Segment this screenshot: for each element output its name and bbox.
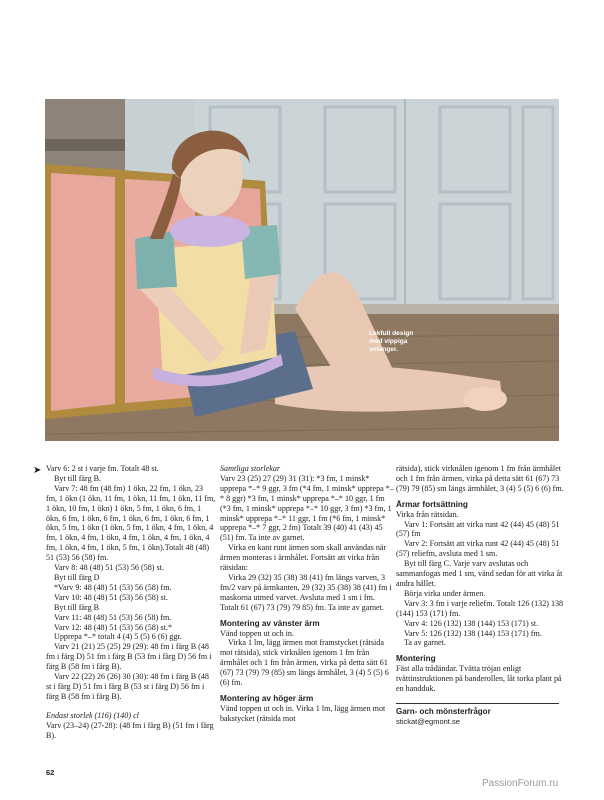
girl-sitting-photo xyxy=(45,99,559,441)
contact-email[interactable]: stickat@egmont.se xyxy=(396,716,460,726)
paragraph: Byt till färg B xyxy=(54,602,100,612)
yarn-questions-heading: Garn- och mönsterfrågor xyxy=(396,706,491,716)
paragraph: Varv 11: 48 (48) 51 (53) 56 (58) fm. xyxy=(54,612,172,622)
paragraph: Varv 23 (25) 27 (29) 31 (31): *3 fm, 1 minsk* upprepa *–* 9 ggr, 3 fm (*4 fm, 1 minsk* upprepa *–* 8 ggr) *3 fm, 1 minsk* upprepa *–* 10 ggr, 1 fm (*3 fm, 1 minsk* upprepa *–* 10 ggr, 3 fm) *3 fm, 1 minsk* upprepa *–* 11 ggr, 1 fm (*6 fm, 1 minsk* upprepa *–* 7 ggr, 2 fm) Totalt 39 (40) 41 (43) 45 (51) fm. Ta inte av garnet. xyxy=(220,473,394,543)
paragraph: Fäst alla trådändar. Tvätta tröjan enligt tvättinstruktionen på banderollen, låt torka plant på en handduk. xyxy=(396,664,562,694)
paragraph: Börja virka under ärmen. xyxy=(404,588,486,598)
section-heading: Ärmar fortsättning xyxy=(396,499,468,509)
section-heading: Montering xyxy=(396,654,436,664)
hero-photo xyxy=(45,99,559,441)
paragraph: Varv 6: 2 st i varje fm. Totalt 48 st. xyxy=(46,464,159,473)
paragraph: rätsida), stick virknålen igenom 1 fm från ärmhålet och 1 fm från ärmen, virka på detta sätt 61 (67) 73 (79) 79 (85) sm längs ärmhålet, 3 (4) 5 (5) 6 (6) fm. xyxy=(396,464,564,493)
paragraph: Endast storlek (116) (140) cl xyxy=(46,710,139,720)
paragraph: Virka en kant runt ärmen som skall användas när ärmen monteras i ärmhålet. Fortsätt att virka från rätsidan: xyxy=(220,543,387,573)
paragraph: Varv 7: 48 fm (48 fm) 1 ökn, 22 fm, 1 ökn, 23 fm, 1 ökn (1 ökn, 11 fm, 1 ökn, 11 fm, 1 ökn, 11 fm, 1 ökn, 10 fm, 1 ökn) 1 ökn, 5 fm, 1 ökn, 6 fm, 1 ökn, 6 fm, 1 ökn, 6 fm, 1 ökn, 6 fm, 1 ökn, 6 fm, 1 ökn, 5 fm, 1 ökn (1 ökn, 5 fm, 1 ökn, 4 fm, 1 ökn, 4 fm, 1 ökn, 4 fm, 1 ökn, 4 fm, 1 ökn, 4 fm, 1 ökn, 4 fm, 1 ökn, 4 fm, 1 ökn, 5 fm, 1 ökn).Totalt 48 (48) 51 (53) 56 (58) fm. xyxy=(46,483,216,563)
paragraph: Byt till färg B. xyxy=(54,473,102,483)
caption-line: med vippiga xyxy=(369,338,408,345)
paragraph: Varv 3: 3 fm i varje reliefm. Totalt 126 (132) 138 (144) 153 (171) fm. xyxy=(396,598,564,618)
start-arrow-icon: ➤ xyxy=(33,465,42,476)
paragraph: Vänd toppen ut och in. Virka 1 lm, lägg ärmen mot bakstycket (rätsida mot xyxy=(220,703,386,723)
paragraph: Varv 8: 48 (48) 51 (53) 56 (58) st. xyxy=(54,563,164,573)
watermark: PassionForum.ru xyxy=(482,778,559,789)
paragraph: Upprepa *–* totalt 4 (4) 5 (5) 6 (6) ggr. xyxy=(54,632,182,642)
caption-line: Lekfull design xyxy=(369,330,414,337)
paragraph: Varv 4: 126 (132) 138 (144) 153 (171) st. xyxy=(404,618,539,628)
paragraph: Varv 1: Fortsätt att virka runt 42 (44) 45 (48) 51 (57) fm xyxy=(396,519,560,539)
paragraph: Varv 5: 126 (132) 138 (144) 153 (171) fm. xyxy=(404,628,542,638)
paragraph: Byt till färg C. Varje varv avslutas och sammanfogas med 1 sm, vänd sedan för att virka åt andra hållet. xyxy=(396,559,563,588)
photo-caption xyxy=(369,330,449,354)
paragraph: Virka från rätsidan. xyxy=(396,509,459,519)
section-heading: Montering av höger ärm xyxy=(220,693,314,703)
paragraph: Virka 29 (32) 35 (38) 38 (41) fm längs varven, 3 fm/2 varv på ärmkanten, 29 (32) 35 (38) 38 (41) fm i maskorna utmed varvet. Avsluta med 1 sm i fm. Totalt 61 (67) 73 (79) 79 85) fm. Ta inte av garnet. xyxy=(220,572,392,612)
paragraph: Byt till färg D xyxy=(54,572,100,582)
section-heading: Montering av vänster ärm xyxy=(220,618,320,628)
text-column-1 xyxy=(46,464,216,740)
paragraph: Virka 1 lm, lägg ärmen mot framstycket (rätsida mot rätsida), stick virknålen igenom 1 fm från ärmhålet och 1 fm från ärmen, virka på detta sätt 61 (67) 73 (79) 79 (85) sm längs ärmhålet, 3 (4) 5 (5) 6 (6) fm. xyxy=(220,638,389,688)
paragraph: Vänd toppen ut och in. xyxy=(220,628,294,638)
paragraph: Varv 12: 48 (48) 51 (53) 56 (58) st.* xyxy=(54,622,173,632)
paragraph: Varv 21 (21) 25 (25) 29 (29): 48 fm i färg B (48 fm i färg D) 51 fm i färg B (53 fm i färg D) 56 fm i färg B (58 fm i färg B). xyxy=(46,642,212,672)
paragraph: Samtliga storlekar xyxy=(220,464,281,473)
paragraph: Varv 22 (22) 26 (26) 30 (30): 48 fm i färg B (48 st i färg D) 51 fm i färg B (53 st i färg D) 56 fm i färg B (58 fm i färg B). xyxy=(46,672,209,701)
paragraph: Varv (23–24) (27-28): (48 fm i färg B) (51 fm i färg B). xyxy=(46,720,214,740)
text-column-2 xyxy=(220,464,395,724)
caption-line: volanger. xyxy=(369,346,398,353)
paragraph: *Varv 9: 48 (48) 51 (53) 56 (58) fm. xyxy=(54,582,172,592)
paragraph: Ta av garnet. xyxy=(404,638,446,648)
text-column-3 xyxy=(396,464,566,727)
text-column-3-body xyxy=(396,464,566,694)
paragraph: Varv 2: Fortsätt att virka runt 42 (44) 45 (48) 51 (57) reliefm, avsluta med 1 sm. xyxy=(396,539,560,559)
paragraph: Varv 10: 48 (48) 51 (53) 56 (58) st. xyxy=(54,592,168,602)
footer-divider xyxy=(396,703,559,704)
page-number: 62 xyxy=(46,768,55,777)
